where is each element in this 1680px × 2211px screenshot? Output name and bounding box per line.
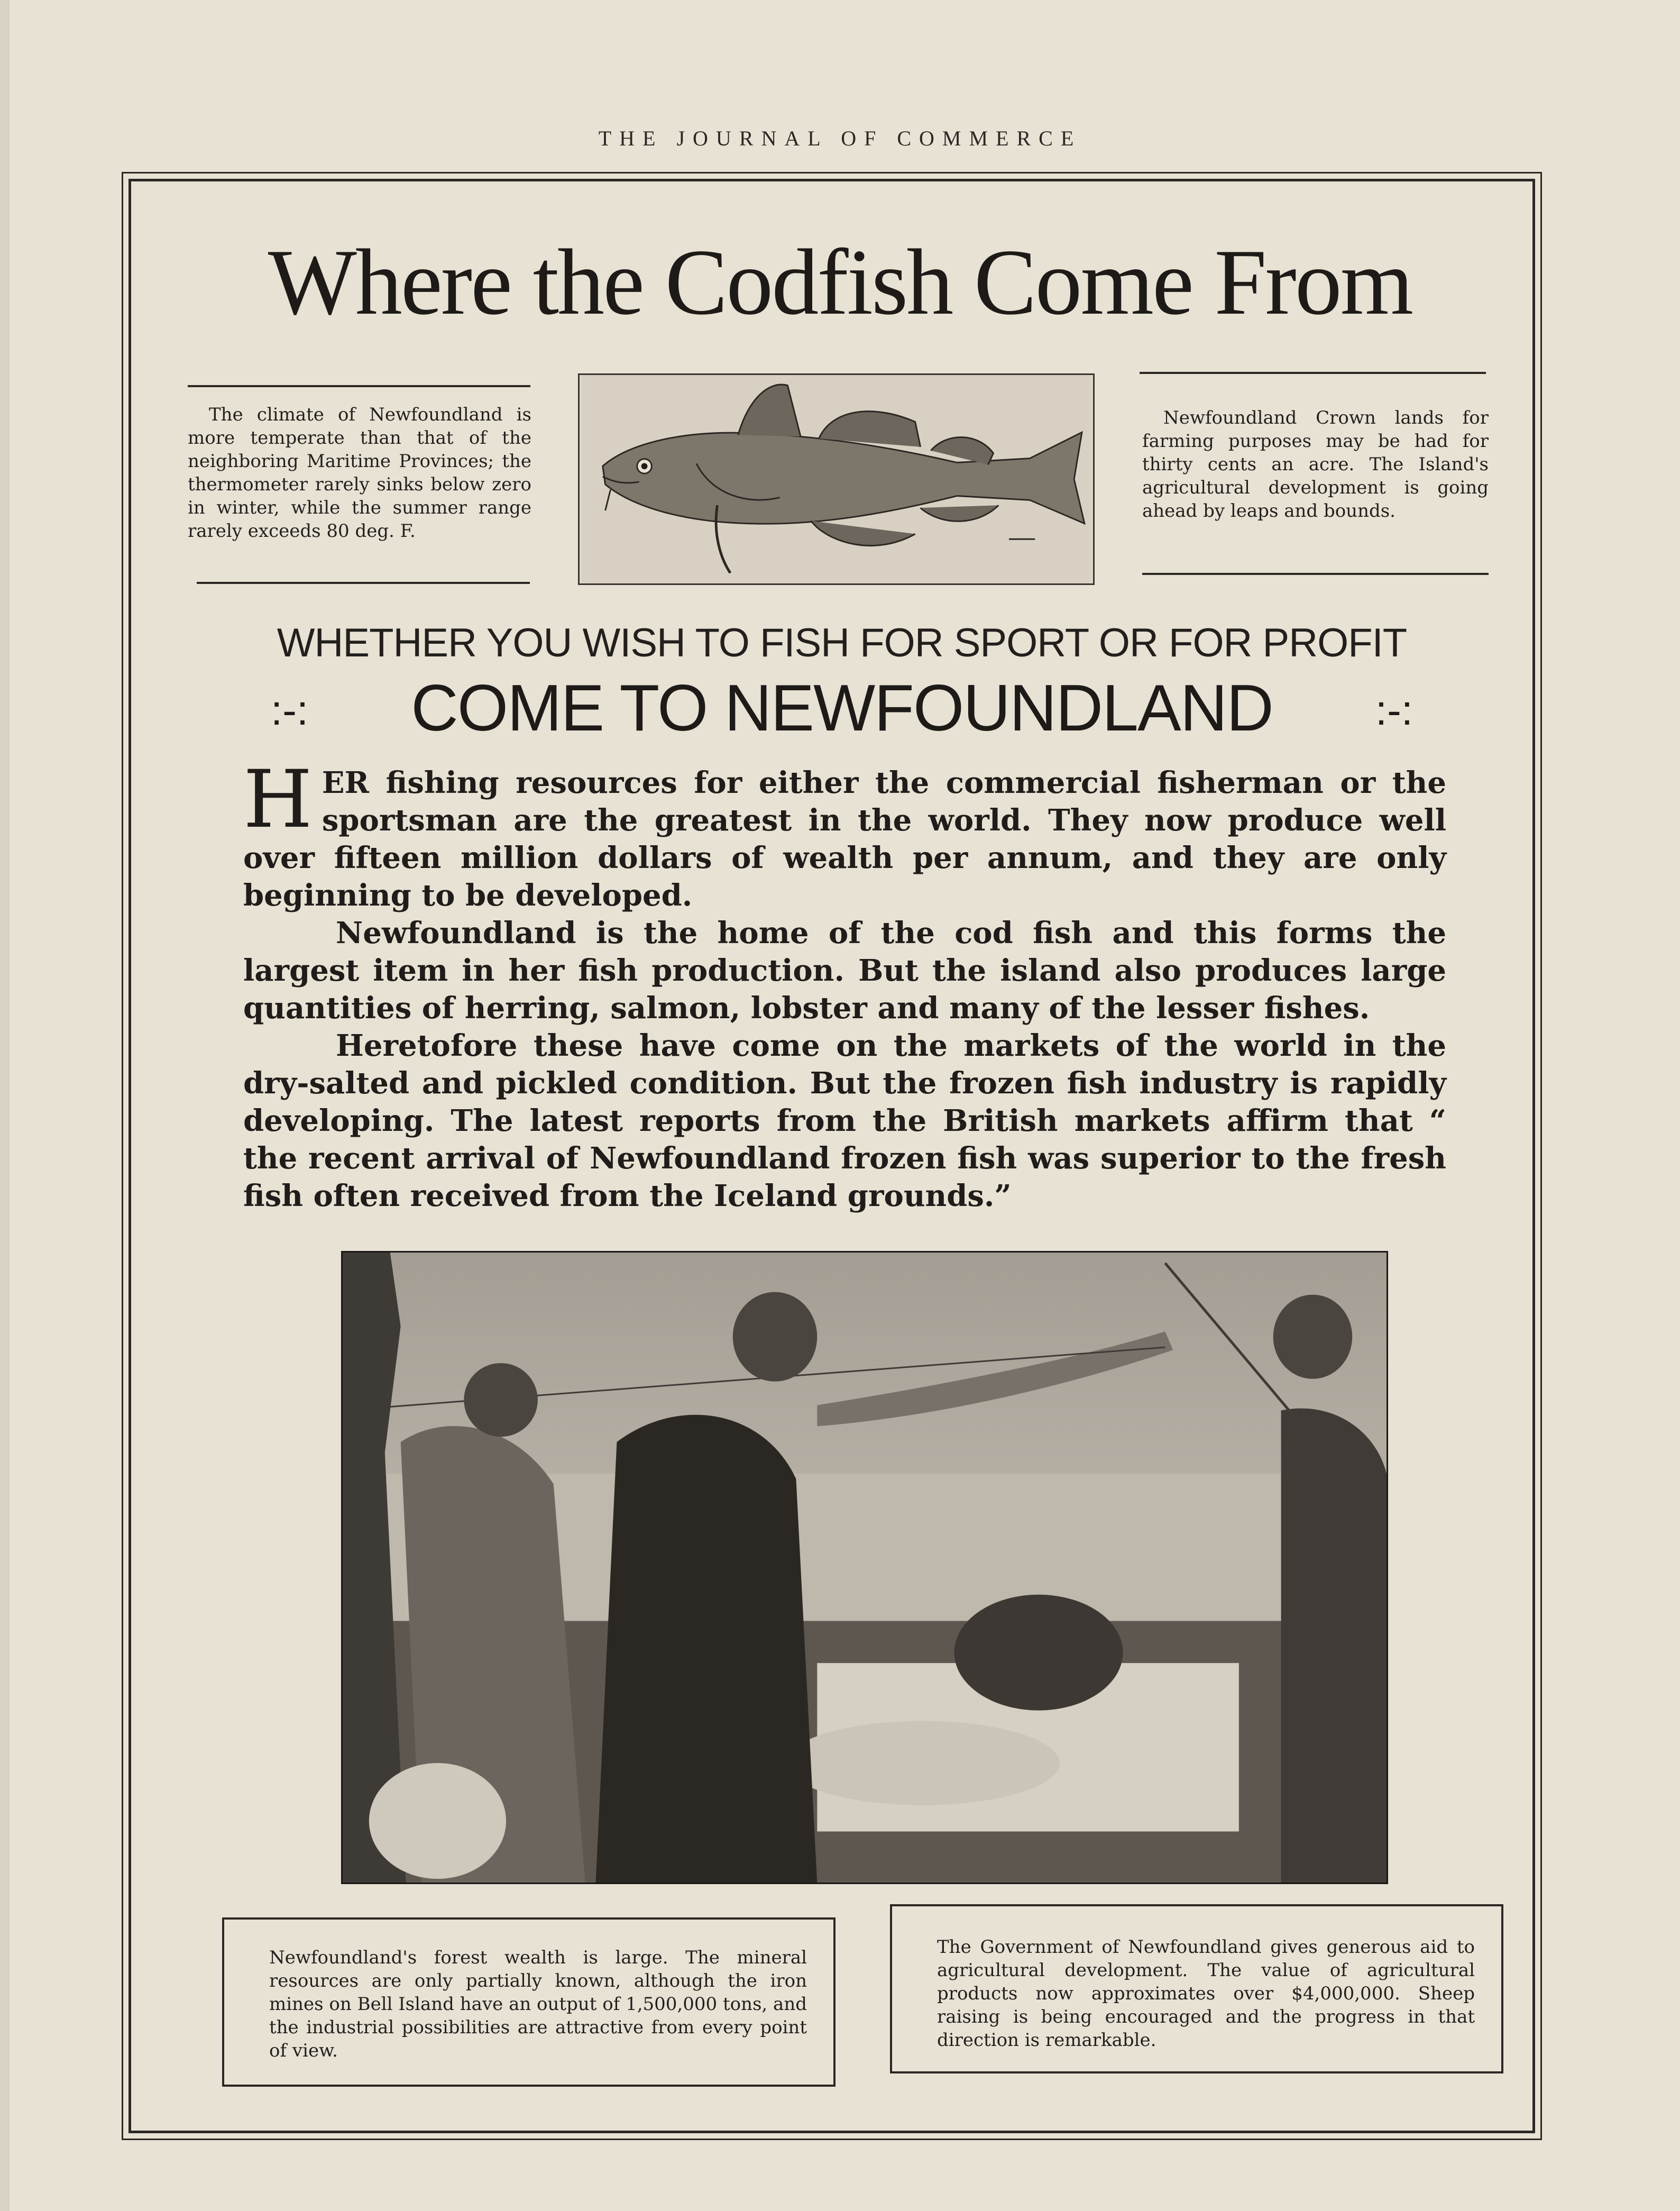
drop-cap: H [243, 754, 313, 846]
body-paragraph-1 [243, 754, 1446, 915]
codfish-illustration [578, 373, 1095, 585]
crown-lands-note: Newfoundland Crown lands for farming purposes may be had for thirty cents an acre. The Island's agricultural development is going ahead by leaps and bounds. [1142, 407, 1489, 522]
headline: Where the Codfish Come From [268, 230, 1412, 334]
fishermen-photo-icon [343, 1253, 1387, 1883]
fishermen-photograph [341, 1251, 1388, 1884]
forest-wealth-box: Newfoundland's forest wealth is large. The mineral resources are only partially known, although the iron mines on Bell Island have an output of 1,500,000 tons, and the industrial possibilities are attractive from every point of view. [222, 1917, 836, 2087]
tagline: WHETHER YOU WISH TO FISH FOR SPORT OR FOR PROFIT [277, 620, 1407, 665]
body-paragraph-2: Newfoundland is the home of the cod fish and this forms the largest item in her fish production. But the island also produces large quantities of herring, salmon, lobster and many of the lesser fishes. [243, 916, 1446, 1026]
body-paragraph-3: Heretofore these have come on the markets of the world in the dry-salted and pickled condition. But the frozen fish industry is rapidly developing. The latest reports from the British markets affirm that “ the recent arrival of Newfoundland frozen fish was superior to the fresh fish often received from the Iceland grounds.” [243, 1028, 1446, 1213]
left-note-bottom-rule [197, 582, 530, 584]
running-head: THE JOURNAL OF COMMERCE [598, 126, 1082, 150]
banner-ornament-left: :-: [271, 687, 309, 734]
banner-ornament-right: :-: [1375, 687, 1413, 734]
codfish-icon [580, 375, 1093, 583]
right-note-bottom-rule [1142, 573, 1489, 575]
right-note-top-rule [1140, 372, 1486, 374]
banner [239, 671, 1445, 745]
left-note-top-rule [188, 385, 530, 387]
government-aid-box: The Government of Newfoundland gives generous aid to agricultural development. The value of agricultural products now approximates over $4,000,000. Sheep raising is being encouraged and the progress in that direction is remarkable. [890, 1904, 1503, 2073]
climate-note: The climate of Newfoundland is more temperate than that of the neighboring Maritime Provinces; the thermometer rarely sinks below zero in winter, while the summer range rarely exceeds 80 deg. F. [188, 404, 531, 542]
body-copy [243, 754, 1446, 1215]
banner-text: COME TO NEWFOUNDLAND [411, 672, 1273, 745]
paragraph-1-text: ER fishing resources for either the commercial fisherman or the sportsman are the greatest in the world. They now produce well over fifteen million dollars of wealth per annum, and they are only beginning to be developed. [243, 765, 1446, 913]
